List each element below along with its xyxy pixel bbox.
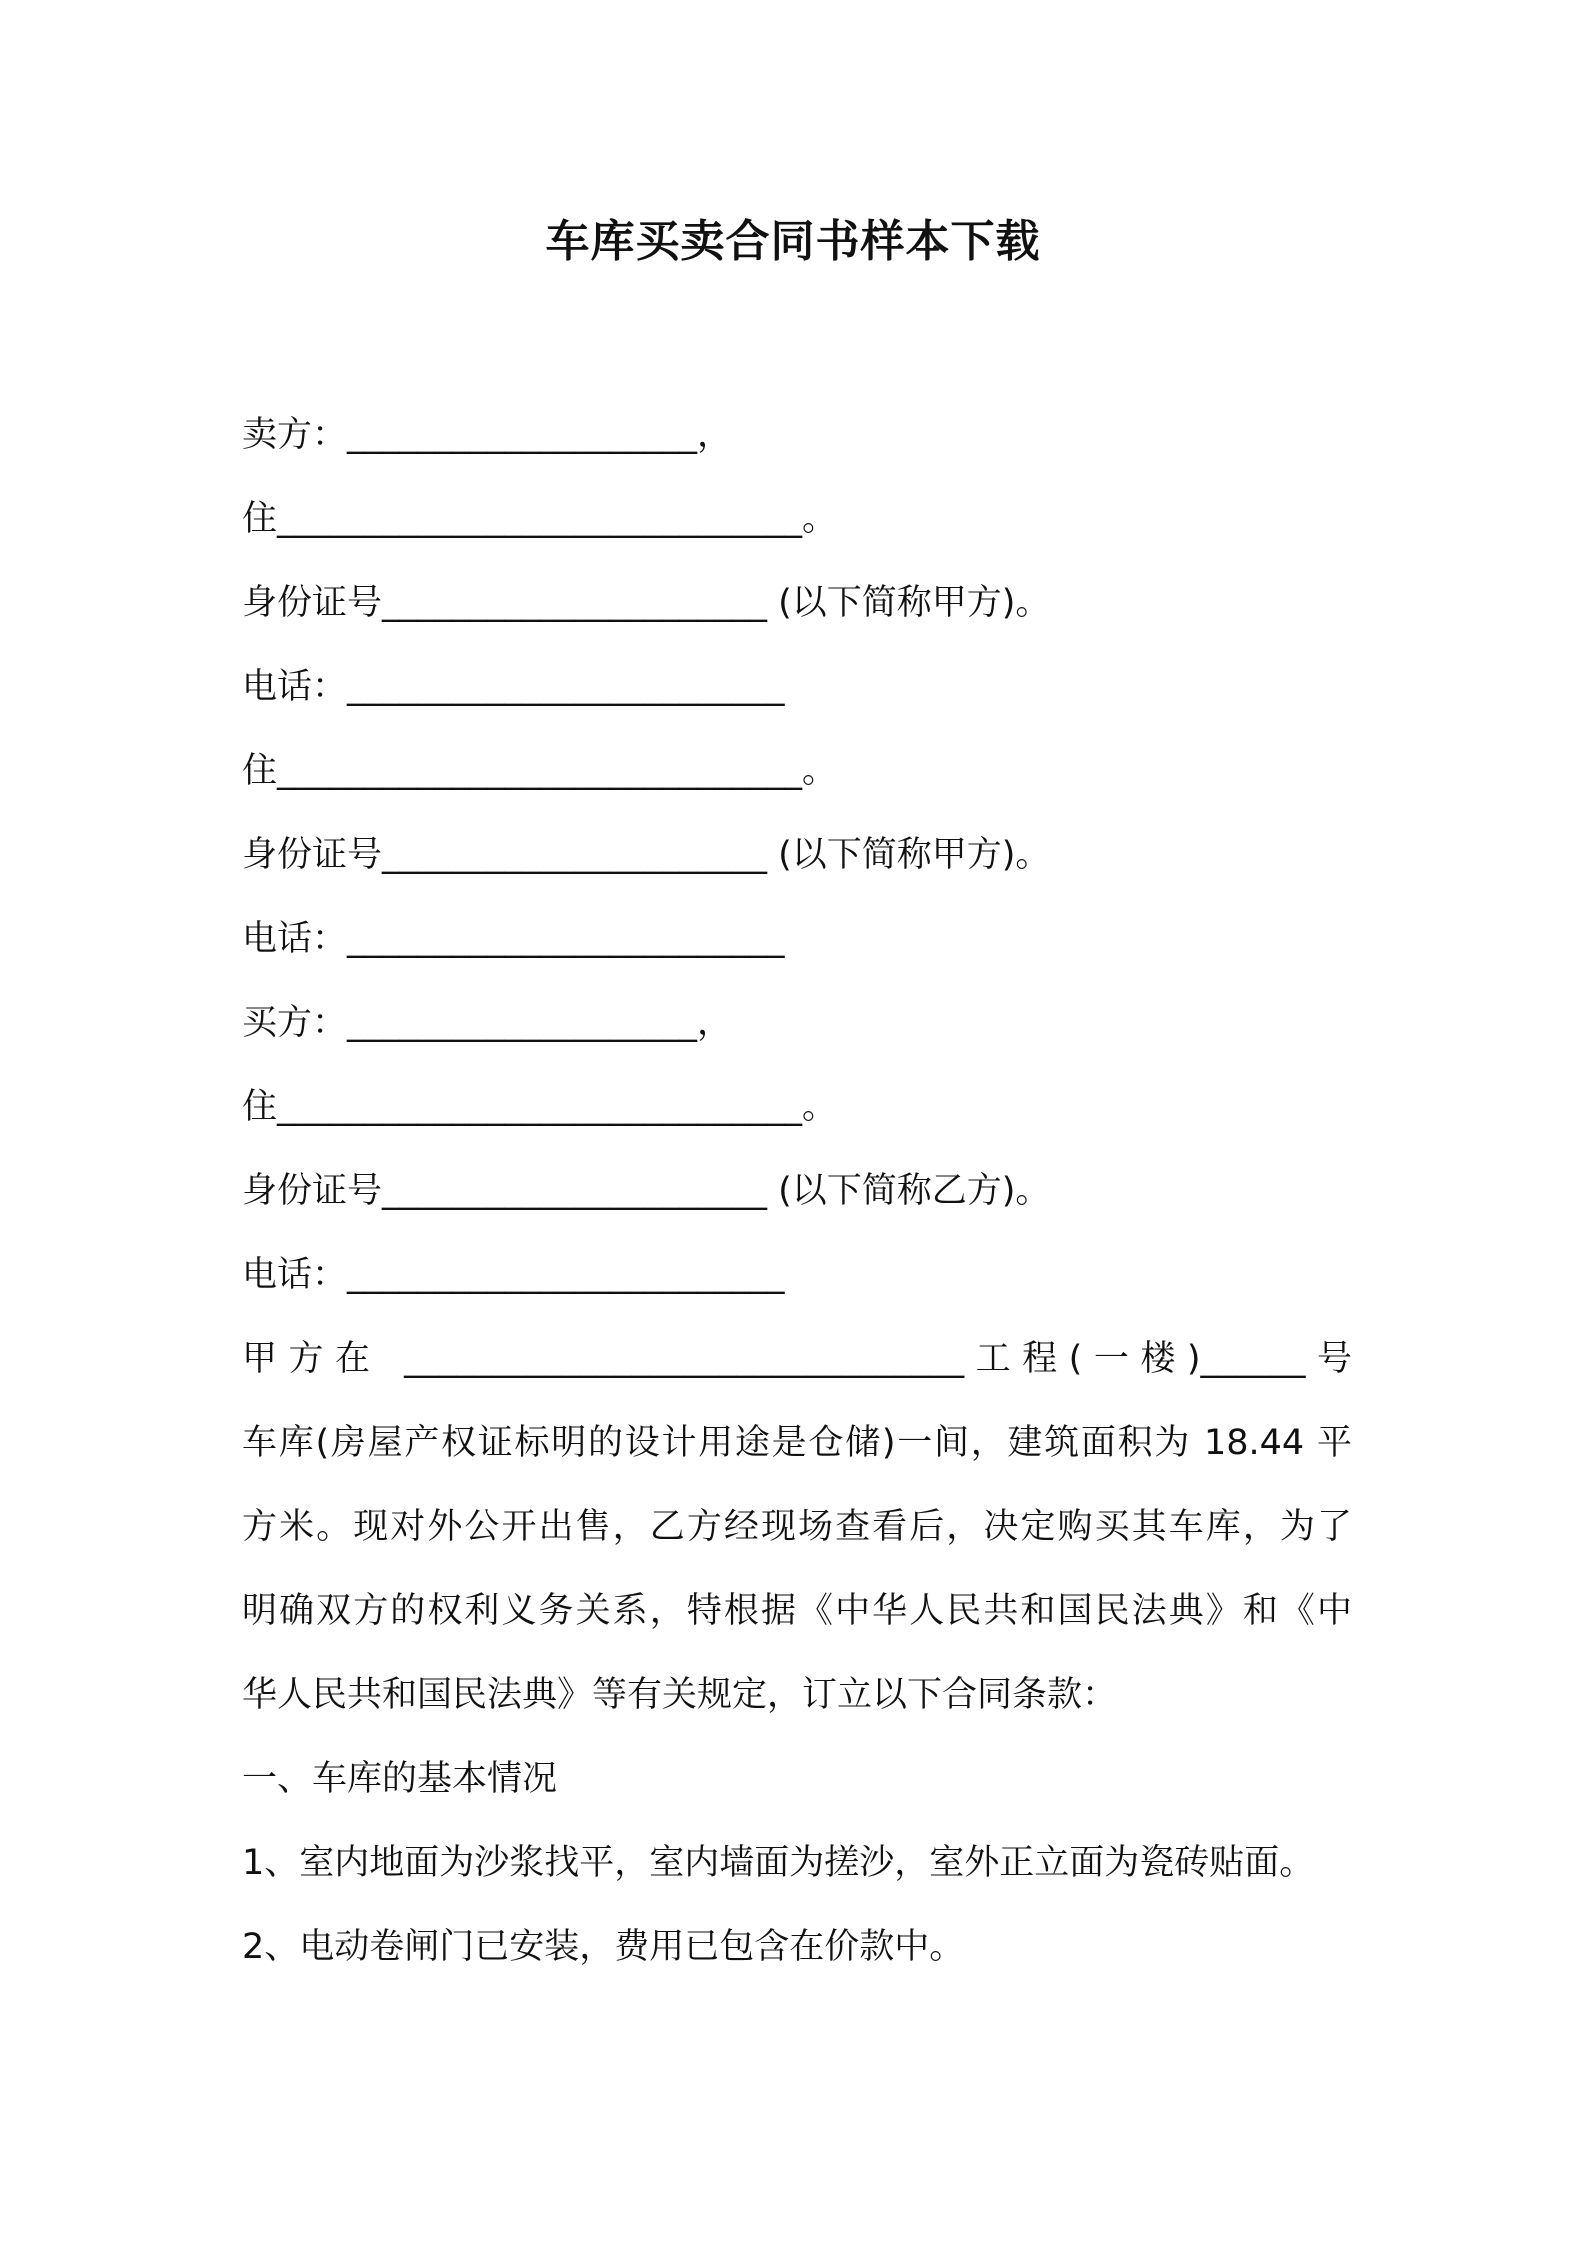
body-paragraph-line: 方米。现对外公开出售，乙方经现场查看后，决定购买其车库，为了 — [242, 1507, 1352, 1547]
seller2-address-line: 住______________________________。 — [242, 751, 838, 791]
seller2-id-line: 身份证号______________________ (以下简称甲方)。 — [242, 835, 1051, 875]
buyer-id-line: 身份证号______________________ (以下简称乙方)。 — [242, 1171, 1051, 1211]
buyer-name-line: 买方：____________________， — [242, 1003, 733, 1043]
seller-address-line: 住______________________________。 — [242, 499, 838, 539]
clause-item: 2、电动卷闸门已安装，费用已包含在价款中。 — [242, 1927, 965, 1967]
body-paragraph-line: 华人民共和国民法典》等有关规定，订立以下合同条款： — [242, 1675, 1118, 1715]
body-paragraph-line: 甲方在 ________________________________工程(一楼)______号 — [242, 1339, 1352, 1379]
buyer-address-line: 住______________________________。 — [242, 1087, 838, 1127]
seller-name-line: 卖方：____________________， — [242, 415, 733, 455]
body-paragraph-line: 明确双方的权利义务关系，特根据《中华人民共和国民法典》和《中 — [242, 1591, 1352, 1631]
body-paragraph-line: 车库(房屋产权证标明的设计用途是仓储)一间，建筑面积为 18.44 平 — [242, 1423, 1352, 1463]
clause-item: 1、室内地面为沙浆找平，室内墙面为搓沙，室外正立面为瓷砖贴面。 — [242, 1843, 1315, 1883]
section-heading: 一、车库的基本情况 — [242, 1759, 558, 1799]
seller-phone-line: 电话：_________________________ — [242, 667, 785, 707]
seller2-phone-line: 电话：_________________________ — [242, 919, 785, 959]
seller-id-line: 身份证号______________________ (以下简称甲方)。 — [242, 583, 1051, 623]
document-title: 车库买卖合同书样本下载 — [545, 216, 1041, 267]
buyer-phone-line: 电话：_________________________ — [242, 1255, 785, 1295]
